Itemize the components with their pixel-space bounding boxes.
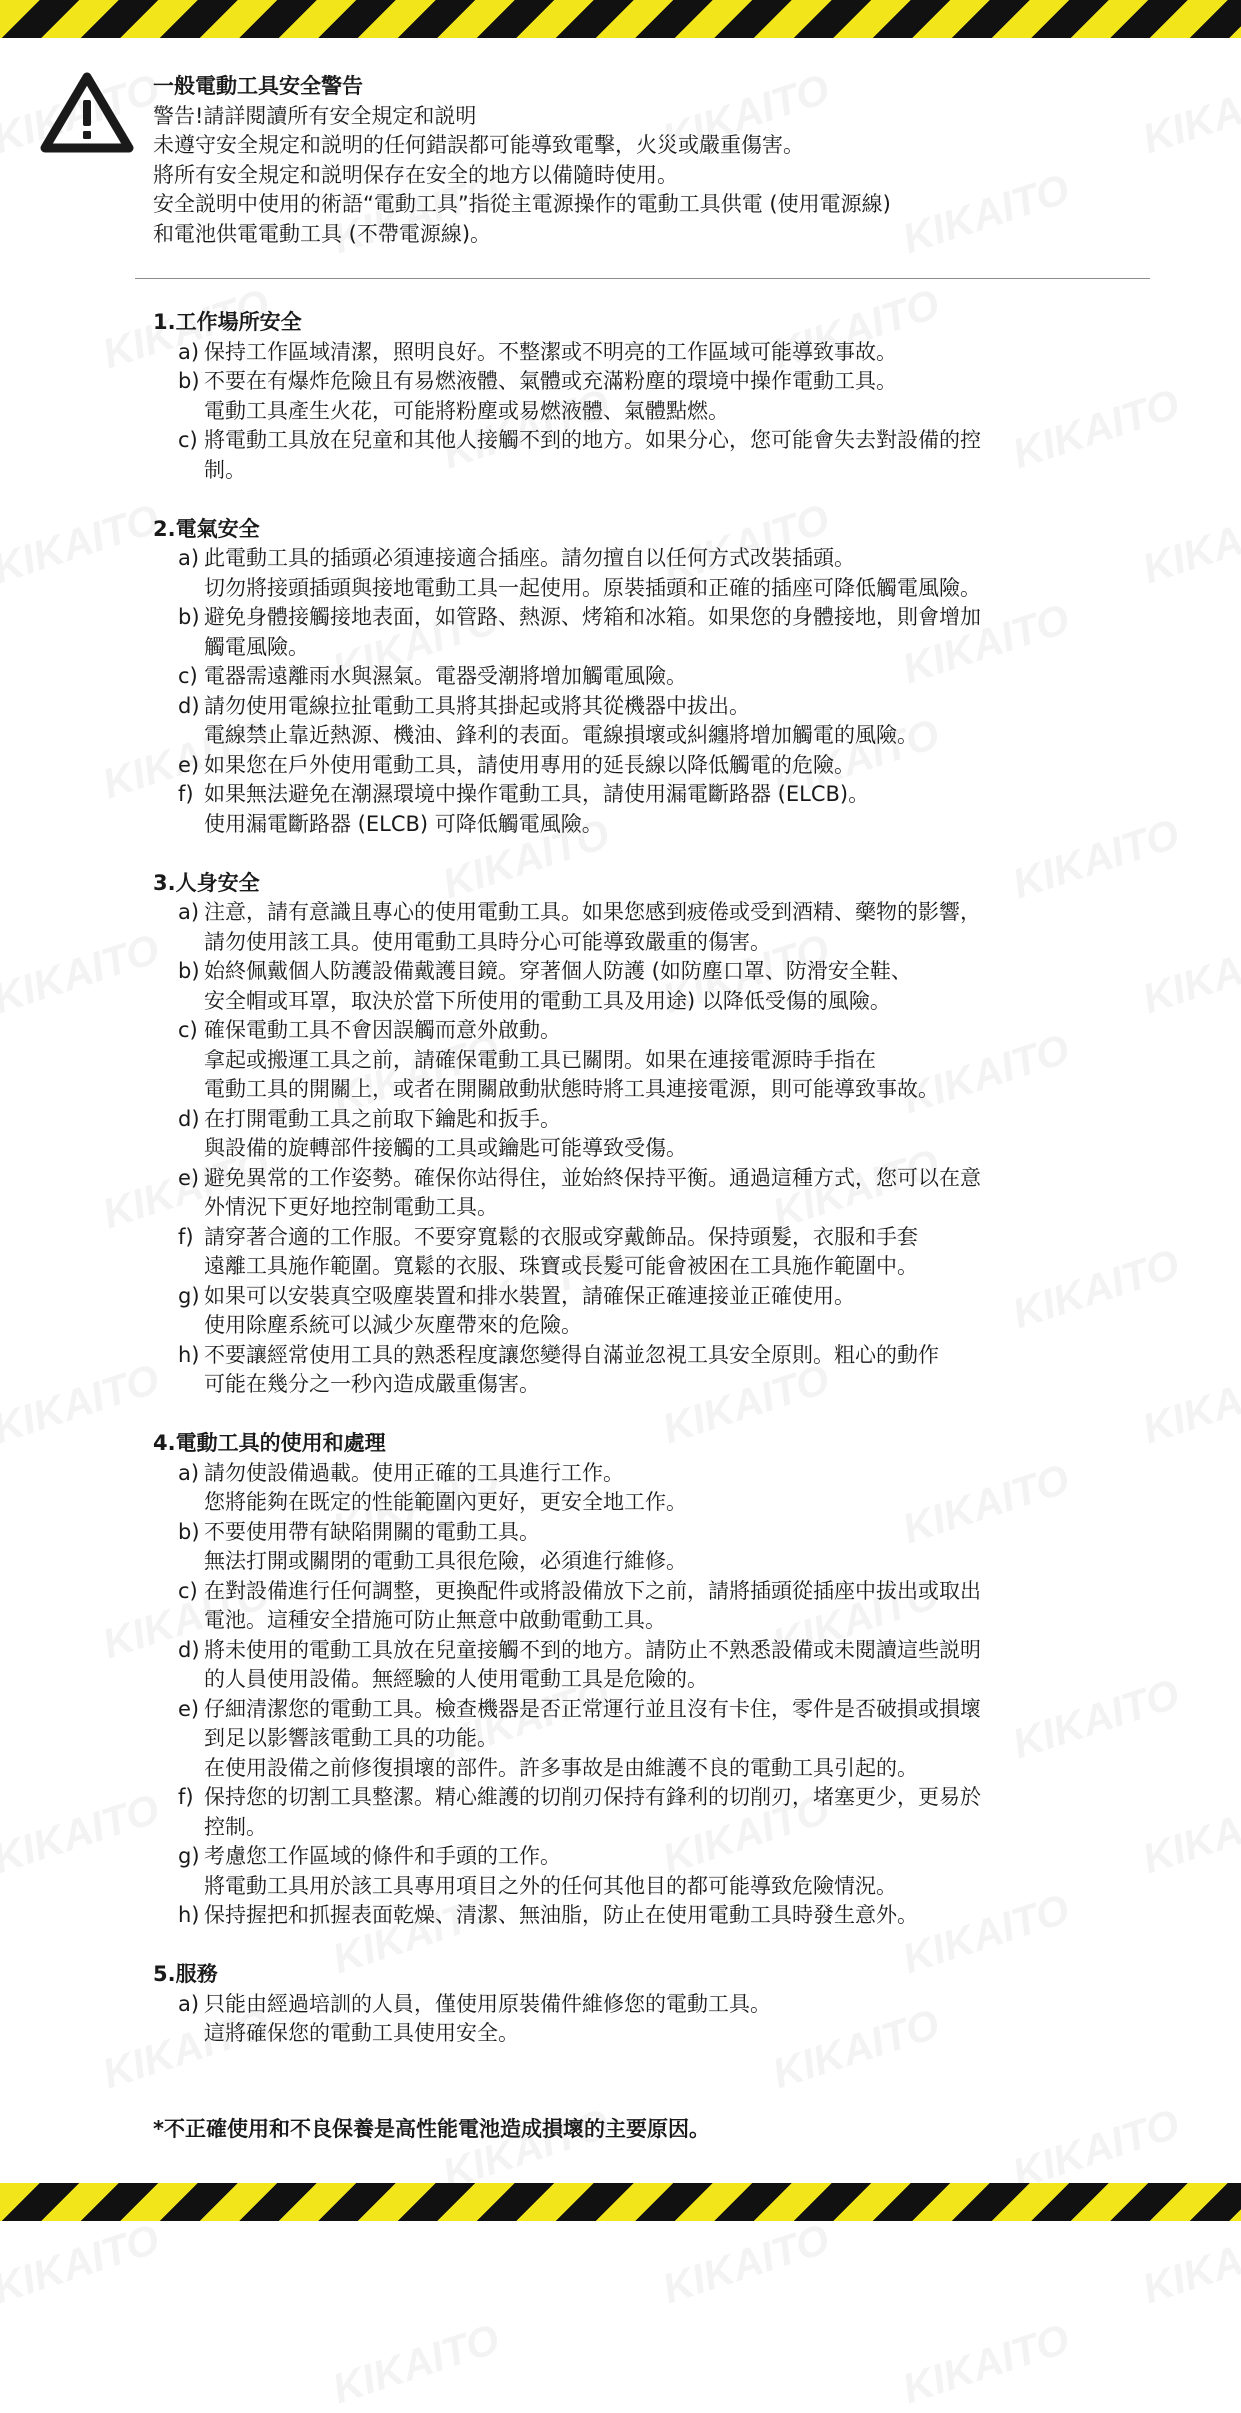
section — [153, 308, 1133, 485]
brand-watermark — [0, 1355, 165, 1454]
list-item — [153, 1341, 1133, 1400]
item-marker: a) — [178, 900, 200, 924]
list-item — [153, 544, 1133, 603]
list-item — [153, 1016, 1133, 1105]
item-text: 請勿使用該工具。使用電動工具時分心可能導致嚴重的傷害。 — [204, 929, 771, 954]
footer-note: *不正確使用和不良保養是高性能電池造成損壞的主要原因。 — [153, 2117, 710, 2141]
header-line: 和電池供電電動工具 (不帶電源線)。 — [153, 221, 492, 246]
item-text: 請勿使用電線拉扯電動工具將其掛起或將其從機器中拔出。 — [204, 693, 750, 718]
item-text: 如果您在戶外使用電動工具，請使用專用的延長線以降低觸電的危險。 — [204, 752, 855, 777]
section-title: 2.電氣安全 — [153, 516, 260, 541]
section — [153, 1960, 1133, 2049]
item-text: 保持您的切割工具整潔。精心維護的切削刃保持有鋒利的切削刃，堵塞更少，更易於 — [204, 1785, 981, 1809]
item-text: 控制。 — [204, 1814, 267, 1839]
list-item — [153, 1990, 1133, 2049]
item-text: 請勿使設備過載。使用正確的工具進行工作。 — [204, 1460, 624, 1485]
item-text: 拿起或搬運工具之前，請確保電動工具已關閉。如果在連接電源時手指在 — [204, 1047, 876, 1072]
item-marker: c) — [178, 1018, 198, 1042]
brand-watermark — [897, 2315, 1075, 2413]
list-item — [153, 1459, 1133, 1518]
item-marker: b) — [178, 1519, 200, 1544]
list-item — [153, 1518, 1133, 1577]
item-text: 確保電動工具不會因誤觸而意外啟動。 — [204, 1018, 561, 1042]
item-text: 不要使用帶有缺陷開關的電動工具。 — [204, 1519, 540, 1544]
item-marker: d) — [178, 1637, 200, 1662]
item-text: 使用除塵系統可以減少灰塵帶來的危險。 — [204, 1313, 582, 1337]
item-marker: f) — [178, 782, 194, 806]
section-title: 4.電動工具的使用和處理 — [153, 1431, 386, 1455]
header-title: 一般電動工具安全警告 — [153, 74, 363, 98]
brand-watermark — [0, 2215, 165, 2314]
safety-warning-header — [153, 72, 1153, 249]
item-marker: c) — [178, 428, 198, 452]
list-item — [153, 751, 1133, 781]
list-item — [153, 367, 1133, 426]
item-text: 觸電風險。 — [204, 634, 309, 659]
brand-watermark — [657, 2215, 835, 2314]
item-marker: a) — [178, 339, 200, 364]
header-line: 警告!請詳閱讀所有安全規定和説明 — [153, 103, 477, 128]
list-item — [153, 338, 1133, 368]
list-item — [153, 1842, 1133, 1901]
item-marker: e) — [178, 1165, 200, 1190]
item-text: 在使用設備之前修復損壞的部件。許多事故是由維護不良的電動工具引起的。 — [204, 1755, 918, 1780]
item-text: 在對設備進行任何調整，更換配件或將設備放下之前，請將插頭從插座中拔出或取出 — [204, 1578, 981, 1603]
hazard-stripe-top — [0, 0, 1241, 38]
item-marker: a) — [178, 1460, 200, 1485]
list-item — [153, 1577, 1133, 1636]
list-item — [153, 426, 1133, 485]
item-text: 外情況下更好地控制電動工具。 — [204, 1195, 498, 1219]
item-marker: d) — [178, 1106, 200, 1131]
brand-watermark — [1137, 1355, 1241, 1454]
item-marker: b) — [178, 369, 200, 393]
list-item — [153, 1105, 1133, 1164]
item-marker: e) — [178, 1696, 200, 1721]
section-title: 5.服務 — [153, 1962, 218, 1986]
item-text: 遠離工具施作範圍。寬鬆的衣服、珠寶或長髮可能會被困在工具施作範圍中。 — [204, 1254, 918, 1278]
item-text: 保持工作區域清潔，照明良好。不整潔或不明亮的工作區域可能導致事故。 — [204, 339, 897, 364]
item-marker: h) — [178, 1342, 200, 1367]
header-line: 安全説明中使用的術語“電動工具”指從主電源操作的電動工具供電 (使用電源線) — [153, 192, 891, 216]
list-item — [153, 780, 1133, 839]
item-marker: a) — [178, 1991, 200, 2016]
item-text: 與設備的旋轉部件接觸的工具或鑰匙可能導致受傷。 — [204, 1136, 687, 1160]
item-text: 電動工具的開關上，或者在開關啟動狀態時將工具連接電源，則可能導致事故。 — [204, 1077, 939, 1101]
brand-watermark — [327, 2315, 505, 2413]
brand-watermark — [1137, 2215, 1241, 2314]
brand-watermark — [0, 925, 165, 1024]
item-text: 的人員使用設備。無經驗的人使用電動工具是危險的。 — [204, 1667, 708, 1691]
divider — [135, 278, 1150, 279]
item-text: 始終佩戴個人防護設備戴護目鏡。穿著個人防護 (如防塵口罩、防滑安全鞋、 — [204, 959, 912, 983]
item-marker: a) — [178, 546, 200, 570]
item-marker: f) — [178, 1224, 194, 1249]
list-item — [153, 692, 1133, 751]
item-text: 如果無法避免在潮濕環境中操作電動工具，請使用漏電斷路器 (ELCB)。 — [204, 782, 870, 806]
item-text: 安全帽或耳罩，取決於當下所使用的電動工具及用途) 以降低受傷的風險。 — [204, 988, 891, 1013]
brand-watermark — [0, 495, 165, 594]
item-marker: c) — [178, 1578, 198, 1603]
item-marker: f) — [178, 1785, 194, 1809]
list-item — [153, 1783, 1133, 1842]
item-marker: c) — [178, 664, 198, 688]
header-line: 未遵守安全規定和説明的任何錯誤都可能導致電擊，火災或嚴重傷害。 — [153, 133, 804, 157]
item-text: 將電動工具用於該工具專用項目之外的任何其他目的都可能導致危險情況。 — [204, 1873, 897, 1898]
item-text: 考慮您工作區域的條件和手頭的工作。 — [204, 1844, 561, 1868]
item-text: 將電動工具放在兒童和其他人接觸不到的地方。如果分心，您可能會失去對設備的控 — [204, 428, 981, 452]
section — [153, 515, 1133, 840]
item-text: 避免身體接觸接地表面，如管路、熱源、烤箱和冰箱。如果您的身體接地，則會增加 — [204, 605, 981, 629]
item-marker: b) — [178, 605, 200, 629]
item-text: 注意，請有意識且專心的使用電動工具。如果您感到疲倦或受到酒精、藥物的影響， — [204, 900, 981, 924]
item-text: 仔細清潔您的電動工具。檢查機器是否正常運行並且沒有卡住，零件是否破損或損壞 — [204, 1696, 981, 1721]
list-item — [153, 1282, 1133, 1341]
section-title: 1.工作場所安全 — [153, 310, 302, 334]
item-text: 請穿著合適的工作服。不要穿寬鬆的衣服或穿戴飾品。保持頭髮，衣服和手套 — [204, 1224, 918, 1249]
warning-triangle-icon — [38, 70, 136, 154]
list-item — [153, 957, 1133, 1016]
item-text: 此電動工具的插頭必須連接適合插座。請勿擅自以任何方式改裝插頭。 — [204, 546, 855, 570]
item-text: 切勿將接頭插頭與接地電動工具一起使用。原裝插頭和正確的插座可降低觸電風險。 — [204, 575, 981, 600]
list-item — [153, 603, 1133, 662]
section — [153, 869, 1133, 1400]
list-item — [153, 898, 1133, 957]
item-marker: g) — [178, 1283, 200, 1308]
brand-watermark — [1137, 925, 1241, 1024]
list-item — [153, 1901, 1133, 1931]
item-text: 您將能夠在既定的性能範圍內更好，更安全地工作。 — [204, 1490, 687, 1514]
item-text: 不要在有爆炸危險且有易燃液體、氣體或充滿粉塵的環境中操作電動工具。 — [204, 369, 897, 393]
item-marker: b) — [178, 959, 200, 983]
list-item — [153, 1164, 1133, 1223]
item-text: 只能由經過培訓的人員，僅使用原裝備件維修您的電動工具。 — [204, 1991, 771, 2016]
item-marker: e) — [178, 752, 200, 777]
item-text: 無法打開或關閉的電動工具很危險，必須進行維修。 — [204, 1549, 687, 1573]
list-item — [153, 1636, 1133, 1695]
item-text: 保持握把和抓握表面乾燥、清潔、無油脂，防止在使用電動工具時發生意外。 — [204, 1903, 918, 1927]
item-text: 避免異常的工作姿勢。確保你站得住，並始終保持平衡。通過這種方式，您可以在意 — [204, 1165, 981, 1190]
header-line: 將所有安全規定和説明保存在安全的地方以備隨時使用。 — [153, 162, 678, 187]
item-text: 使用漏電斷路器 (ELCB) 可降低觸電風險。 — [204, 811, 603, 836]
list-item — [153, 1223, 1133, 1282]
item-text: 不要讓經常使用工具的熟悉程度讓您變得自滿並忽視工具安全原則。粗心的動作 — [204, 1342, 939, 1367]
list-item — [153, 1695, 1133, 1784]
section-title: 3.人身安全 — [153, 870, 260, 895]
item-text: 制。 — [204, 457, 246, 482]
item-text: 這將確保您的電動工具使用安全。 — [204, 2021, 519, 2045]
item-text: 將未使用的電動工具放在兒童接觸不到的地方。請防止不熟悉設備或未閱讀這些説明 — [204, 1637, 981, 1662]
item-text: 電器需遠離雨水與濕氣。電器受潮將增加觸電風險。 — [204, 664, 687, 688]
item-text: 到足以影響該電動工具的功能。 — [204, 1726, 498, 1750]
item-text: 電線禁止靠近熱源、機油、鋒利的表面。電線損壞或糾纏將增加觸電的風險。 — [204, 723, 918, 747]
item-text: 電動工具產生火花，可能將粉塵或易燃液體、氣體點燃。 — [204, 398, 729, 423]
item-text: 在打開電動工具之前取下鑰匙和扳手。 — [204, 1106, 561, 1131]
item-text: 可能在幾分之一秒內造成嚴重傷害。 — [204, 1372, 540, 1396]
hazard-stripe-bottom — [0, 2183, 1241, 2221]
brand-watermark — [0, 1785, 165, 1884]
item-marker: h) — [178, 1903, 200, 1927]
item-marker: d) — [178, 693, 200, 718]
list-item — [153, 662, 1133, 692]
item-text: 電池。這種安全措施可防止無意中啟動電動工具。 — [204, 1608, 666, 1632]
item-marker: g) — [178, 1844, 200, 1868]
section — [153, 1429, 1133, 1931]
brand-watermark — [1137, 1785, 1241, 1884]
safety-sections — [153, 308, 1133, 2078]
brand-watermark — [1137, 495, 1241, 594]
item-text: 如果可以安裝真空吸塵裝置和排水裝置，請確保正確連接並正確使用。 — [204, 1283, 855, 1308]
